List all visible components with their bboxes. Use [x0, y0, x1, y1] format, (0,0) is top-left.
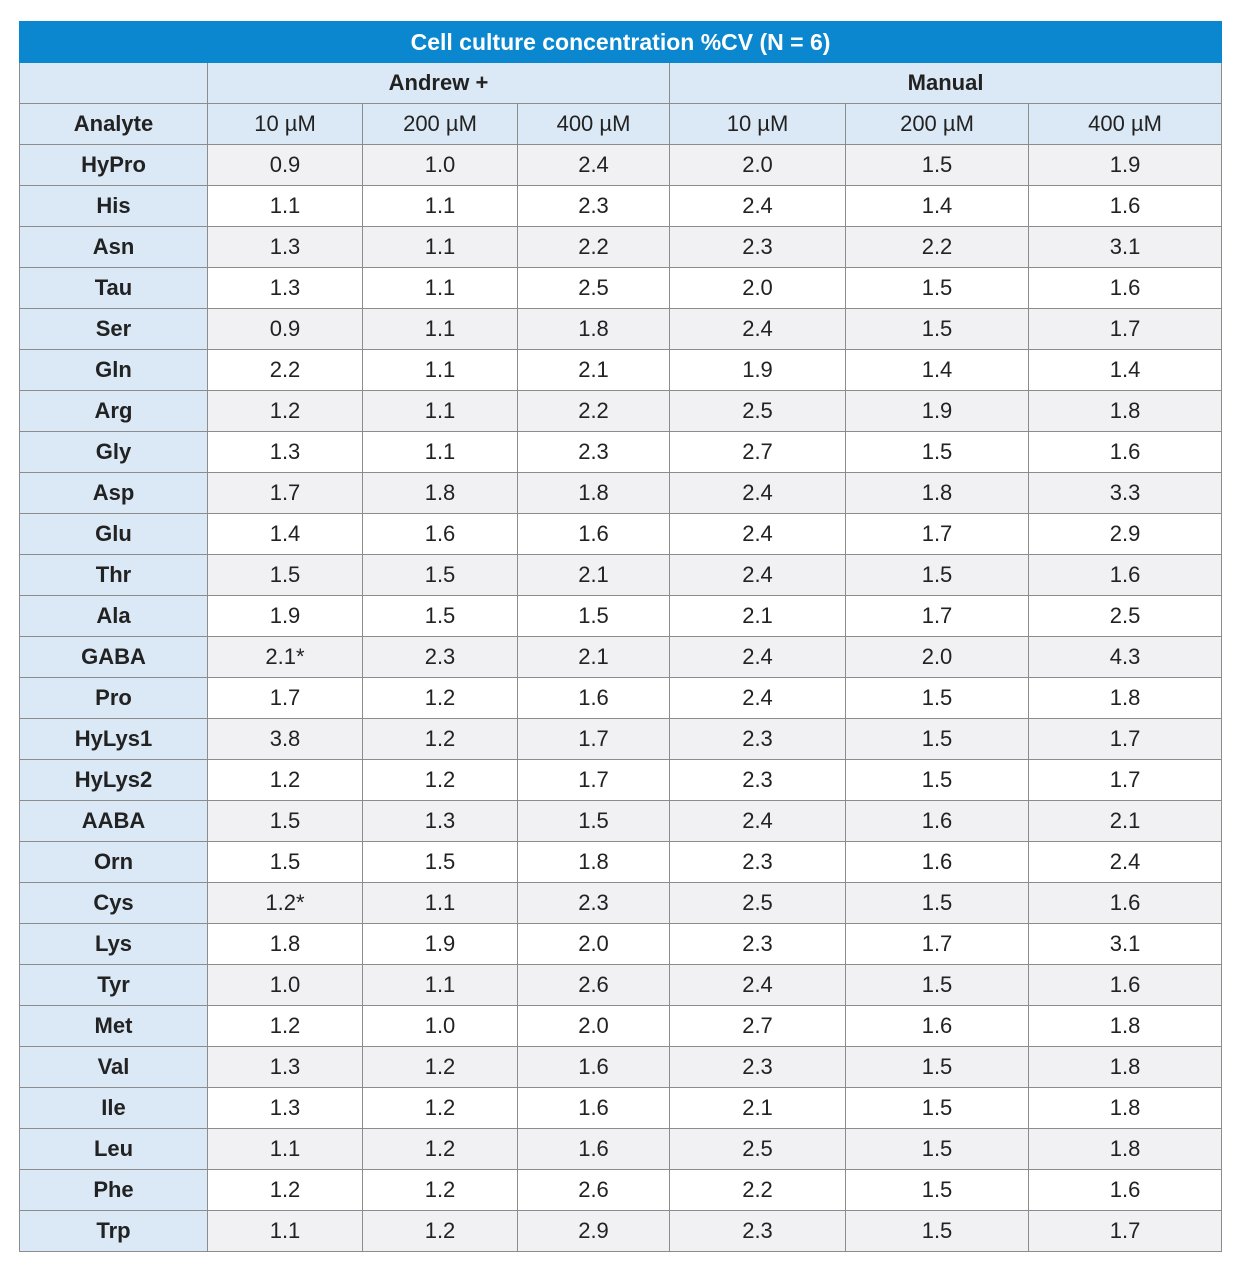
table-title: Cell culture concentration %CV (N = 6)	[20, 22, 1222, 63]
table-row	[20, 596, 1222, 637]
cell-andrew-10: 1.2*	[208, 883, 363, 924]
cell-andrew-10: 1.3	[208, 268, 363, 309]
cell-manual-200: 1.6	[846, 801, 1029, 842]
cell-manual-10: 2.0	[670, 268, 846, 309]
cell-manual-10: 2.4	[670, 801, 846, 842]
row-analyte: Val	[20, 1047, 208, 1088]
cell-manual-200: 1.5	[846, 555, 1029, 596]
column-header-manual-200: 200 µM	[846, 104, 1029, 145]
cell-manual-200: 1.5	[846, 309, 1029, 350]
table-row	[20, 801, 1222, 842]
cell-manual-10: 2.3	[670, 227, 846, 268]
cell-andrew-200: 1.2	[363, 678, 518, 719]
cell-andrew-10: 2.2	[208, 350, 363, 391]
cell-andrew-200: 1.5	[363, 555, 518, 596]
cell-manual-10: 2.0	[670, 145, 846, 186]
cell-manual-400: 1.6	[1029, 965, 1222, 1006]
cell-andrew-200: 1.0	[363, 145, 518, 186]
cell-manual-400: 1.7	[1029, 1211, 1222, 1252]
row-analyte: Phe	[20, 1170, 208, 1211]
cell-manual-200: 1.5	[846, 432, 1029, 473]
cell-manual-400: 2.5	[1029, 596, 1222, 637]
row-analyte: Trp	[20, 1211, 208, 1252]
cell-manual-400: 3.1	[1029, 924, 1222, 965]
cell-andrew-200: 1.5	[363, 842, 518, 883]
cell-manual-400: 1.6	[1029, 268, 1222, 309]
cell-andrew-200: 1.9	[363, 924, 518, 965]
cell-manual-10: 2.4	[670, 473, 846, 514]
cell-manual-400: 1.7	[1029, 309, 1222, 350]
cell-manual-200: 1.5	[846, 760, 1029, 801]
cell-manual-200: 1.5	[846, 145, 1029, 186]
cell-manual-10: 1.9	[670, 350, 846, 391]
table-row	[20, 391, 1222, 432]
column-header-andrew-400: 400 µM	[518, 104, 670, 145]
cell-andrew-400: 1.6	[518, 1129, 670, 1170]
cell-andrew-400: 2.1	[518, 555, 670, 596]
cell-andrew-10: 1.0	[208, 965, 363, 1006]
cell-manual-10: 2.3	[670, 924, 846, 965]
row-analyte: Tyr	[20, 965, 208, 1006]
cell-andrew-200: 1.1	[363, 186, 518, 227]
row-analyte: Arg	[20, 391, 208, 432]
cell-andrew-400: 2.6	[518, 1170, 670, 1211]
row-analyte: Glu	[20, 514, 208, 555]
cell-andrew-400: 2.0	[518, 1006, 670, 1047]
cell-andrew-10: 1.8	[208, 924, 363, 965]
cell-manual-400: 3.1	[1029, 227, 1222, 268]
cell-andrew-400: 1.8	[518, 842, 670, 883]
cell-manual-10: 2.4	[670, 678, 846, 719]
cell-manual-400: 1.6	[1029, 883, 1222, 924]
cell-manual-400: 1.6	[1029, 555, 1222, 596]
cell-andrew-400: 1.6	[518, 514, 670, 555]
cell-andrew-400: 2.5	[518, 268, 670, 309]
cell-andrew-400: 1.7	[518, 719, 670, 760]
cell-andrew-200: 1.2	[363, 1129, 518, 1170]
cell-andrew-10: 1.1	[208, 186, 363, 227]
cell-andrew-10: 1.5	[208, 555, 363, 596]
cell-manual-200: 1.7	[846, 596, 1029, 637]
cell-manual-400: 1.8	[1029, 1129, 1222, 1170]
cell-manual-400: 2.9	[1029, 514, 1222, 555]
cell-andrew-400: 2.1	[518, 350, 670, 391]
cell-manual-400: 1.6	[1029, 1170, 1222, 1211]
cell-manual-10: 2.4	[670, 186, 846, 227]
cell-andrew-400: 2.3	[518, 432, 670, 473]
row-analyte: Asp	[20, 473, 208, 514]
cell-andrew-200: 1.5	[363, 596, 518, 637]
row-analyte: Pro	[20, 678, 208, 719]
cell-manual-400: 2.1	[1029, 801, 1222, 842]
row-analyte: Thr	[20, 555, 208, 596]
cell-manual-10: 2.4	[670, 514, 846, 555]
cell-andrew-400: 2.3	[518, 186, 670, 227]
cell-andrew-10: 1.2	[208, 1170, 363, 1211]
cell-andrew-400: 1.5	[518, 801, 670, 842]
cell-andrew-400: 2.3	[518, 883, 670, 924]
cell-andrew-10: 1.3	[208, 1047, 363, 1088]
row-analyte: Ser	[20, 309, 208, 350]
table-row	[20, 719, 1222, 760]
cell-andrew-200: 1.2	[363, 1047, 518, 1088]
cell-manual-200: 1.5	[846, 1047, 1029, 1088]
table-row	[20, 186, 1222, 227]
row-analyte: GABA	[20, 637, 208, 678]
group-header-manual: Manual	[670, 63, 1222, 104]
row-analyte: AABA	[20, 801, 208, 842]
cell-andrew-200: 1.2	[363, 760, 518, 801]
cell-manual-200: 1.5	[846, 1170, 1029, 1211]
column-header-manual-400: 400 µM	[1029, 104, 1222, 145]
table-row	[20, 1088, 1222, 1129]
row-analyte: Ala	[20, 596, 208, 637]
cell-andrew-10: 0.9	[208, 145, 363, 186]
cell-andrew-10: 1.9	[208, 596, 363, 637]
cell-andrew-400: 1.6	[518, 678, 670, 719]
table-row	[20, 350, 1222, 391]
cell-manual-200: 1.7	[846, 924, 1029, 965]
table-row	[20, 678, 1222, 719]
cell-andrew-200: 1.1	[363, 391, 518, 432]
row-analyte: HyLys1	[20, 719, 208, 760]
cell-andrew-10: 1.2	[208, 391, 363, 432]
table-row	[20, 842, 1222, 883]
cell-manual-200: 1.5	[846, 1129, 1029, 1170]
cell-andrew-10: 1.5	[208, 842, 363, 883]
cell-andrew-200: 1.3	[363, 801, 518, 842]
cell-andrew-10: 1.2	[208, 760, 363, 801]
table-row	[20, 1129, 1222, 1170]
cell-andrew-200: 1.0	[363, 1006, 518, 1047]
cell-manual-200: 1.5	[846, 1088, 1029, 1129]
cell-manual-400: 1.8	[1029, 1006, 1222, 1047]
cell-manual-10: 2.1	[670, 1088, 846, 1129]
cell-andrew-400: 2.0	[518, 924, 670, 965]
cell-andrew-200: 1.1	[363, 268, 518, 309]
cell-andrew-200: 1.1	[363, 309, 518, 350]
cell-manual-10: 2.7	[670, 432, 846, 473]
cell-manual-200: 1.5	[846, 883, 1029, 924]
cell-manual-400: 1.7	[1029, 719, 1222, 760]
cell-manual-400: 3.3	[1029, 473, 1222, 514]
table-row	[20, 309, 1222, 350]
column-header-analyte: Analyte	[20, 104, 208, 145]
group-header-row	[20, 63, 1222, 104]
cell-andrew-400: 2.2	[518, 227, 670, 268]
cell-andrew-10: 1.3	[208, 1088, 363, 1129]
cell-andrew-400: 1.7	[518, 760, 670, 801]
cell-andrew-10: 3.8	[208, 719, 363, 760]
cell-manual-400: 2.4	[1029, 842, 1222, 883]
table-row	[20, 637, 1222, 678]
cell-manual-200: 1.8	[846, 473, 1029, 514]
cell-manual-10: 2.4	[670, 637, 846, 678]
cell-andrew-10: 1.1	[208, 1211, 363, 1252]
cell-andrew-400: 1.6	[518, 1047, 670, 1088]
cell-manual-200: 1.6	[846, 842, 1029, 883]
cell-andrew-10: 2.1*	[208, 637, 363, 678]
cell-manual-400: 1.6	[1029, 186, 1222, 227]
cell-andrew-200: 1.2	[363, 719, 518, 760]
cell-andrew-400: 1.6	[518, 1088, 670, 1129]
cell-manual-10: 2.4	[670, 965, 846, 1006]
cell-manual-10: 2.3	[670, 719, 846, 760]
cell-manual-10: 2.3	[670, 1047, 846, 1088]
cell-manual-200: 1.5	[846, 1211, 1029, 1252]
cell-andrew-10: 1.3	[208, 432, 363, 473]
table-row	[20, 1006, 1222, 1047]
row-analyte: Ile	[20, 1088, 208, 1129]
cell-andrew-200: 1.6	[363, 514, 518, 555]
cell-andrew-400: 2.4	[518, 145, 670, 186]
column-header-manual-10: 10 µM	[670, 104, 846, 145]
table-row	[20, 924, 1222, 965]
cell-manual-10: 2.5	[670, 391, 846, 432]
column-header-andrew-200: 200 µM	[363, 104, 518, 145]
cell-andrew-200: 1.1	[363, 883, 518, 924]
row-analyte: HyLys2	[20, 760, 208, 801]
row-analyte: Gly	[20, 432, 208, 473]
cell-manual-200: 1.4	[846, 350, 1029, 391]
cell-andrew-200: 2.3	[363, 637, 518, 678]
cell-manual-400: 1.4	[1029, 350, 1222, 391]
cv-table	[19, 21, 1222, 1252]
cell-andrew-200: 1.1	[363, 350, 518, 391]
row-analyte: Orn	[20, 842, 208, 883]
cell-manual-400: 1.8	[1029, 391, 1222, 432]
row-analyte: Met	[20, 1006, 208, 1047]
table-row	[20, 432, 1222, 473]
cell-andrew-400: 1.5	[518, 596, 670, 637]
cell-manual-200: 1.7	[846, 514, 1029, 555]
cell-manual-10: 2.2	[670, 1170, 846, 1211]
cell-andrew-10: 1.4	[208, 514, 363, 555]
cell-manual-200: 1.4	[846, 186, 1029, 227]
title-row	[20, 22, 1222, 63]
column-header-andrew-10: 10 µM	[208, 104, 363, 145]
cell-andrew-400: 2.2	[518, 391, 670, 432]
cell-andrew-10: 1.5	[208, 801, 363, 842]
table-row	[20, 227, 1222, 268]
cell-andrew-200: 1.8	[363, 473, 518, 514]
cell-andrew-10: 1.2	[208, 1006, 363, 1047]
cell-andrew-200: 1.1	[363, 227, 518, 268]
row-analyte: Leu	[20, 1129, 208, 1170]
table-row	[20, 1170, 1222, 1211]
cell-andrew-10: 1.3	[208, 227, 363, 268]
table-row	[20, 145, 1222, 186]
table-row	[20, 473, 1222, 514]
cell-manual-200: 1.5	[846, 719, 1029, 760]
cell-manual-200: 2.0	[846, 637, 1029, 678]
cell-manual-400: 1.8	[1029, 1088, 1222, 1129]
cell-andrew-200: 1.2	[363, 1170, 518, 1211]
cell-andrew-400: 2.9	[518, 1211, 670, 1252]
cell-andrew-200: 1.2	[363, 1088, 518, 1129]
cell-manual-400: 4.3	[1029, 637, 1222, 678]
cell-manual-10: 2.4	[670, 309, 846, 350]
cell-manual-10: 2.5	[670, 1129, 846, 1170]
cell-manual-10: 2.7	[670, 1006, 846, 1047]
table-row	[20, 760, 1222, 801]
cell-manual-200: 1.5	[846, 965, 1029, 1006]
table-row	[20, 1047, 1222, 1088]
row-analyte: Lys	[20, 924, 208, 965]
cell-manual-200: 1.9	[846, 391, 1029, 432]
row-analyte: Gln	[20, 350, 208, 391]
column-header-row	[20, 104, 1222, 145]
row-analyte: Asn	[20, 227, 208, 268]
cell-andrew-200: 1.1	[363, 432, 518, 473]
cell-manual-400: 1.8	[1029, 678, 1222, 719]
cell-manual-10: 2.3	[670, 1211, 846, 1252]
cell-andrew-10: 0.9	[208, 309, 363, 350]
cell-manual-10: 2.5	[670, 883, 846, 924]
cell-andrew-10: 1.7	[208, 473, 363, 514]
table-row	[20, 268, 1222, 309]
table-body	[20, 145, 1222, 1252]
cell-manual-400: 1.8	[1029, 1047, 1222, 1088]
cell-manual-10: 2.1	[670, 596, 846, 637]
table-row	[20, 883, 1222, 924]
row-analyte: Cys	[20, 883, 208, 924]
table-row	[20, 965, 1222, 1006]
cell-andrew-200: 1.2	[363, 1211, 518, 1252]
cell-manual-400: 1.7	[1029, 760, 1222, 801]
table-row	[20, 1211, 1222, 1252]
cell-manual-10: 2.3	[670, 842, 846, 883]
group-header-andrew: Andrew +	[208, 63, 670, 104]
cell-andrew-10: 1.7	[208, 678, 363, 719]
cell-andrew-10: 1.1	[208, 1129, 363, 1170]
cell-manual-200: 1.5	[846, 268, 1029, 309]
cell-andrew-200: 1.1	[363, 965, 518, 1006]
row-analyte: HyPro	[20, 145, 208, 186]
cell-manual-10: 2.3	[670, 760, 846, 801]
cell-andrew-400: 2.1	[518, 637, 670, 678]
cell-manual-400: 1.9	[1029, 145, 1222, 186]
cell-manual-400: 1.6	[1029, 432, 1222, 473]
cell-manual-200: 1.5	[846, 678, 1029, 719]
cell-andrew-400: 2.6	[518, 965, 670, 1006]
cell-manual-200: 1.6	[846, 1006, 1029, 1047]
cell-manual-10: 2.4	[670, 555, 846, 596]
cell-andrew-400: 1.8	[518, 473, 670, 514]
table-row	[20, 514, 1222, 555]
table-row	[20, 555, 1222, 596]
row-analyte: Tau	[20, 268, 208, 309]
row-analyte: His	[20, 186, 208, 227]
group-header-blank	[20, 63, 208, 104]
cell-andrew-400: 1.8	[518, 309, 670, 350]
cell-manual-200: 2.2	[846, 227, 1029, 268]
